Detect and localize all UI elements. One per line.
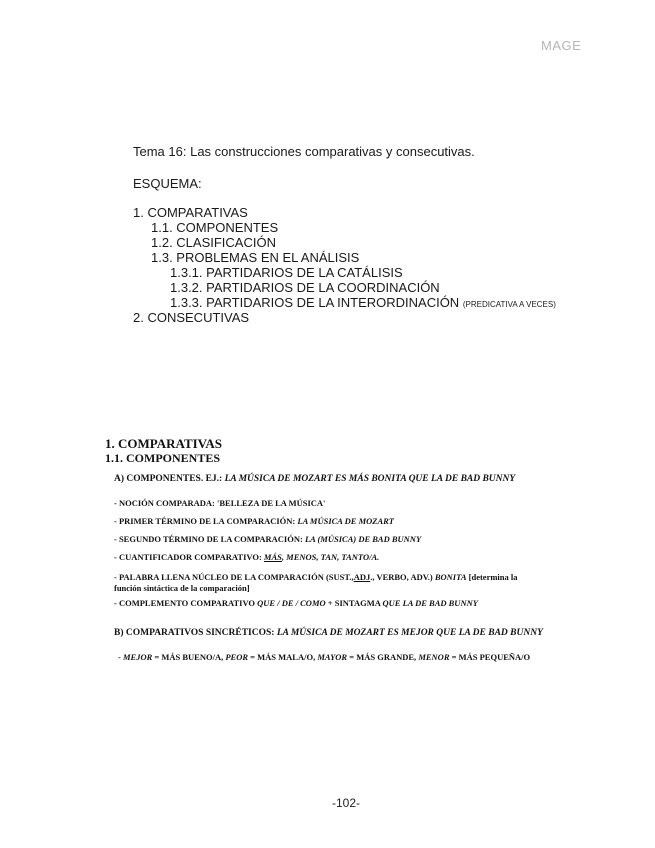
header-watermark: MAGE bbox=[541, 38, 582, 53]
section-subheading: 1.1. COMPONENTES bbox=[105, 451, 221, 465]
outline-item-1-1: 1.1. COMPONENTES bbox=[151, 220, 279, 235]
sincretico-mejor: MEJOR bbox=[122, 652, 153, 662]
cuantificador-label: - CUANTIFICADOR COMPARATIVO: bbox=[114, 552, 262, 562]
item-segundo-termino bbox=[114, 534, 421, 544]
outline-item-1-3-3-note: (PREDICATIVA A VECES) bbox=[462, 300, 556, 309]
primer-value: LA MÚSICA DE MOZART bbox=[297, 516, 394, 526]
palabra-label: - PALABRA LLENA NÚCLEO DE LA COMPARACIÓN (SUST., bbox=[114, 572, 354, 582]
sincreticos-label: B) COMPARATIVOS SINCRÉTICOS: bbox=[114, 628, 275, 638]
item-complemento bbox=[114, 598, 478, 608]
sincreticos-example: LA MÚSICA DE MOZART ES MEJOR QUE LA DE BAD BUNNY bbox=[276, 628, 543, 638]
complemento-value: QUE LA DE BAD BUNNY bbox=[382, 598, 478, 608]
esquema-label: ESQUEMA: bbox=[133, 176, 202, 191]
segundo-value: LA (MÚSICA) DE BAD BUNNY bbox=[304, 534, 422, 544]
palabra-note-line2: función sintáctica de la comparación] bbox=[114, 583, 250, 593]
page-number: -102- bbox=[332, 796, 361, 810]
item-primer-termino bbox=[114, 516, 394, 526]
outline-item-2: 2. CONSECUTIVAS bbox=[133, 310, 250, 325]
sincreticos-dash: - bbox=[118, 652, 121, 662]
primer-label: - PRIMER TÉRMINO DE LA COMPARACIÓN: bbox=[114, 516, 296, 526]
palabra-note: [determina la bbox=[468, 572, 518, 582]
outline-item-1: 1. COMPARATIVAS bbox=[133, 205, 248, 220]
nocion-label: - NOCIÓN COMPARADA: bbox=[114, 498, 215, 508]
components-example: LA MÚSICA DE MOZART ES MÁS BONITA QUE LA DE BAD BUNNY bbox=[224, 474, 516, 484]
outline-item-1-2: 1.2. CLASIFICACIÓN bbox=[151, 235, 276, 250]
cuantificador-rest: , MENOS, TAN, TANTO/A. bbox=[281, 552, 380, 562]
palabra-adj: ADJ bbox=[353, 572, 371, 582]
outline-item-1-3-3-label: 1.3.3. PARTIDARIOS DE LA INTERORDINACIÓN bbox=[170, 295, 460, 310]
sincreticos-line bbox=[114, 628, 543, 638]
palabra-rest: ., VERBO, ADV.) bbox=[370, 572, 433, 582]
sincretico-menor: MENOR bbox=[418, 652, 450, 662]
cuantificador-mas: MÁS bbox=[263, 552, 282, 562]
item-palabra-llena bbox=[114, 572, 518, 582]
sincretico-mayor: MAYOR bbox=[317, 652, 348, 662]
complemento-label: - COMPLEMENTO COMPARATIVO bbox=[114, 598, 256, 608]
sincretico-peor-eq: = MÁS MALA/O, bbox=[250, 652, 316, 662]
outline-item-1-3: 1.3. PROBLEMAS EN EL ANÁLISIS bbox=[151, 250, 360, 265]
sincretico-peor: PEOR bbox=[225, 652, 249, 662]
sincretico-mayor-eq: = MÁS GRANDE, bbox=[349, 652, 417, 662]
components-line bbox=[114, 474, 515, 484]
outline-item-1-3-1: 1.3.1. PARTIDARIOS DE LA CATÁLISIS bbox=[170, 265, 403, 280]
palabra-value: BONITA bbox=[434, 572, 467, 582]
topic-title: Tema 16: Las construcciones comparativas y consecutivas. bbox=[133, 144, 475, 159]
sincretico-mejor-eq: = MÁS BUENO/A, bbox=[154, 652, 224, 662]
components-label: A) COMPONENTES. EJ.: bbox=[114, 474, 223, 484]
nocion-value: 'BELLEZA DE LA MÚSICA' bbox=[217, 498, 326, 508]
complemento-forms: QUE / DE / COMO bbox=[257, 598, 326, 608]
outline-item-1-3-3 bbox=[170, 295, 556, 310]
sincretico-menor-eq: = MÁS PEQUEÑA/O bbox=[451, 652, 531, 662]
item-nocion bbox=[114, 498, 325, 508]
item-cuantificador bbox=[114, 552, 379, 562]
segundo-label: - SEGUNDO TÉRMINO DE LA COMPARACIÓN: bbox=[114, 534, 303, 544]
outline-item-1-3-2: 1.3.2. PARTIDARIOS DE LA COORDINACIÓN bbox=[170, 280, 440, 295]
sincreticos-list bbox=[118, 652, 530, 662]
section-heading: 1. COMPARATIVAS bbox=[105, 436, 223, 451]
complemento-plus: + SINTAGMA bbox=[327, 598, 381, 608]
